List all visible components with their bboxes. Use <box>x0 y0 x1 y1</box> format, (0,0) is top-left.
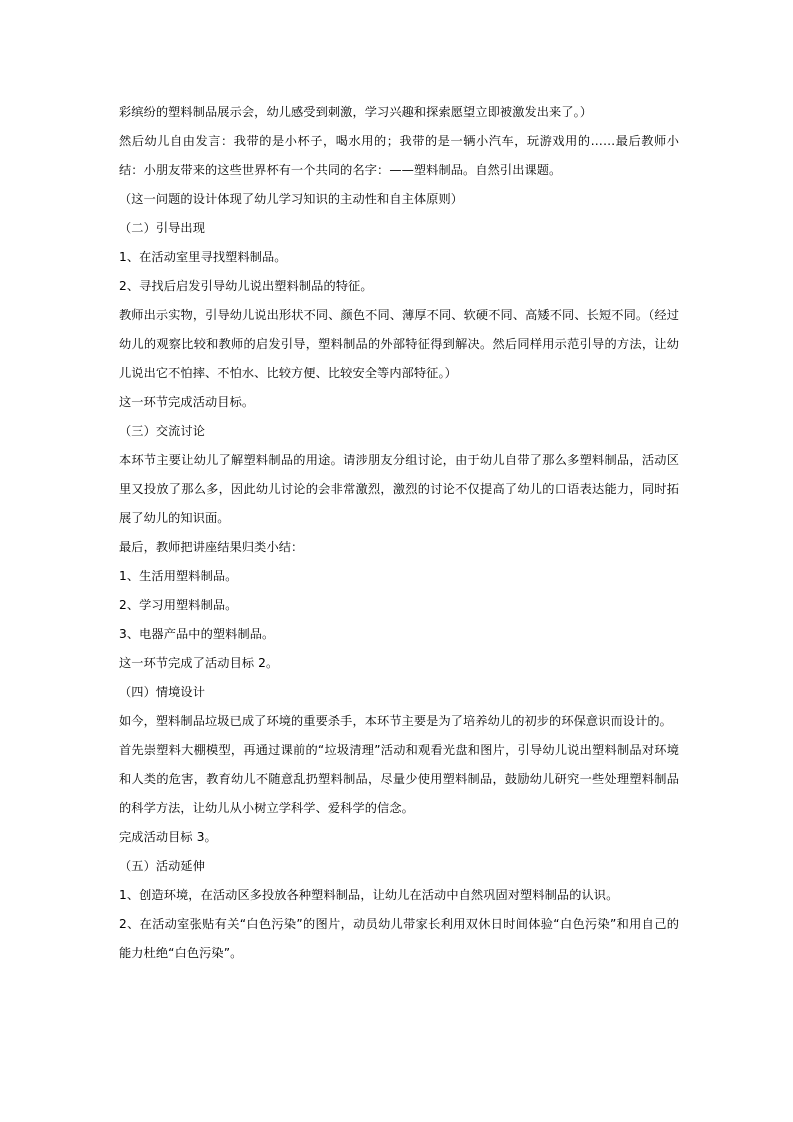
paragraph-greenhouse: 首先崇塑料大棚模型，再通过课前的“垃圾清理”活动和观看光盘和图片，引导幼儿说出塑料制品对环境和人类的危害，教育幼儿不随意乱扔塑料制品，尽量少使用塑料制品，鼓励幼儿研究一些处理塑料制品的科学方法，让幼儿从小树立学科学、爱科学的信念。 <box>119 743 679 815</box>
paragraph-summary-intro: 最后，教师把讲座结果归类小结： <box>119 540 304 554</box>
paragraph-design-note: （这一问题的设计体现了幼儿学习知识的主动性和自主体原则） <box>119 192 464 206</box>
list-item: 2、在活动室张贴有关“白色污染”的图片，动员幼儿带家长利用双休日时间体验“白色污染”和用自己的能力杜绝“白色污染”。 <box>119 917 679 960</box>
list-item: 1、生活用塑料制品。 <box>119 569 238 583</box>
paragraph-goal-2: 这一环节完成了活动目标 2。 <box>119 656 279 670</box>
paragraph-intro-end: 彩缤纷的塑料制品展示会，幼儿感受到刺激，学习兴趣和探索愿望立即被激发出来了。） <box>119 105 593 119</box>
section-heading-5: （五）活动延伸 <box>119 859 206 873</box>
paragraph-goal-complete: 这一环节完成活动目标。 <box>119 395 255 409</box>
list-item: 3、电器产品中的塑料制品。 <box>119 627 275 641</box>
list-item: 1、创造环境，在活动区多投放各种塑料制品，让幼儿在活动中自然巩固对塑料制品的认识。 <box>119 888 619 902</box>
paragraph-environment: 如今，塑料制品垃圾已成了环境的重要杀手，本环节主要是为了培养幼儿的初步的环保意识而设计的。 <box>119 714 672 728</box>
section-heading-3: （三）交流讨论 <box>119 424 206 438</box>
paragraph-teacher-demo: 教师出示实物，引导幼儿说出形状不同、颜色不同、薄厚不同、软硬不同、高矮不同、长短不同。（经过幼儿的观察比较和教师的启发引导，塑料制品的外部特征得到解决。然后同样用示范引导的方法，让幼儿说出它不怕摔、不怕水、比较方便、比较安全等内部特征。） <box>119 308 679 380</box>
paragraph-discussion: 本环节主要让幼儿了解塑料制品的用途。请涉朋友分组讨论，由于幼儿自带了那么多塑料制品，活动区里又投放了那么多，因此幼儿讨论的会非常激烈，激烈的讨论不仅提高了幼儿的口语表达能力，同时拓展了幼儿的知识面。 <box>119 453 679 525</box>
list-item: 2、寻找后启发引导幼儿说出塑料制品的特征。 <box>119 279 373 293</box>
section-heading-2: （二）引导出现 <box>119 221 206 235</box>
list-item: 2、学习用塑料制品。 <box>119 598 238 612</box>
document-body <box>119 98 679 968</box>
paragraph-goal-3: 完成活动目标 3。 <box>119 830 217 844</box>
list-item: 1、在活动室里寻找塑料制品。 <box>119 250 287 264</box>
paragraph-free-speech: 然后幼儿自由发言：我带的是小杯子，喝水用的；我带的是一辆小汽车，玩游戏用的……最后教师小结：小朋友带来的这些世界杯有一个共同的名字：——塑料制品。自然引出课题。 <box>119 134 679 177</box>
section-heading-4: （四）情境设计 <box>119 685 206 699</box>
